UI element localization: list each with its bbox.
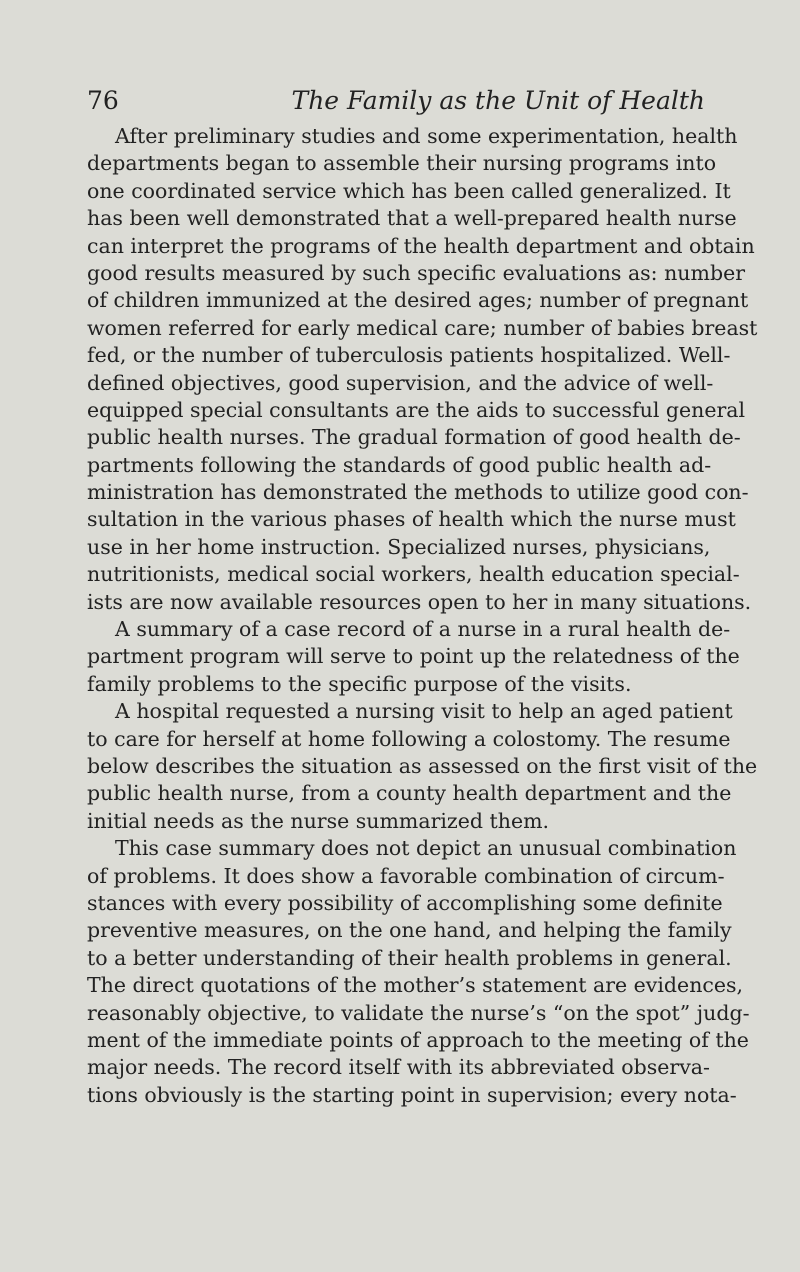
running-title: The Family as the Unit of Health (291, 86, 705, 115)
text-line: women referred for early medical care; number of babies breast (87, 315, 758, 340)
text-line: departments began to assemble their nursing programs into (87, 151, 717, 176)
body-text (87, 123, 758, 1109)
text-line: initial needs as the nurse summarized them. (87, 808, 550, 833)
text-line: equipped special consultants are the aids to successful general (87, 397, 746, 422)
text-line: has been well demonstrated that a well-prepared health nurse (87, 206, 737, 231)
text-line: tions obviously is the starting point in supervision; every nota- (87, 1082, 737, 1107)
text-line: of children immunized at the desired ages; number of pregnant (87, 288, 749, 313)
text-line: fed, or the number of tuberculosis patients hospitalized. Well- (87, 343, 731, 368)
text-line: below describes the situation as assessed on the first visit of the (87, 753, 758, 778)
text-line: ment of the immediate points of approach to the meeting of the (87, 1027, 749, 1052)
text-line: defined objectives, good supervision, and the advice of well- (87, 370, 714, 395)
text-line: partment program will serve to point up the relatedness of the (87, 644, 740, 669)
text-line: can interpret the programs of the health department and obtain (87, 233, 755, 258)
text-line: preventive measures, on the one hand, and helping the family (87, 918, 732, 943)
text-line: one coordinated service which has been called generalized. It (87, 178, 731, 203)
text-line: partments following the standards of good public health ad- (87, 452, 712, 477)
text-line: use in her home instruction. Specialized nurses, physicians, (87, 534, 711, 559)
text-line: A hospital requested a nursing visit to help an aged patient (115, 699, 733, 724)
text-line: ministration has demonstrated the methods to utilize good con- (87, 480, 749, 505)
text-line: reasonably objective, to validate the nurse’s “on the spot” judg- (87, 1000, 750, 1025)
text-line: public health nurses. The gradual formation of good health de- (87, 425, 741, 450)
text-line: The direct quotations of the mother’s statement are evidences, (87, 973, 744, 998)
text-line: to a better understanding of their health problems in general. (87, 945, 732, 970)
text-line: sultation in the various phases of health which the nurse must (87, 507, 736, 532)
text-line: After preliminary studies and some experimentation, health (115, 124, 738, 148)
page-number: 76 (87, 86, 119, 115)
text-line: to care for herself at home following a colostomy. The resume (87, 726, 731, 751)
text-line: major needs. The record itself with its abbreviated observa- (87, 1055, 710, 1080)
text-line: good results measured by such specific evaluations as: number (87, 260, 746, 285)
text-line: This case summary does not depict an unusual combination (115, 836, 737, 861)
page-header (87, 78, 705, 118)
text-line: A summary of a case record of a nurse in a rural health de- (115, 617, 731, 642)
text-line: of problems. It does show a favorable combination of circum- (87, 863, 725, 888)
text-line: stances with every possibility of accomplishing some definite (87, 890, 723, 915)
text-line: family problems to the specific purpose of the visits. (87, 671, 632, 696)
text-line: ists are now available resources open to her in many situations. (87, 589, 752, 614)
text-line: public health nurse, from a county health department and the (87, 781, 732, 806)
text-line: nutritionists, medical social workers, health education special- (87, 562, 740, 587)
